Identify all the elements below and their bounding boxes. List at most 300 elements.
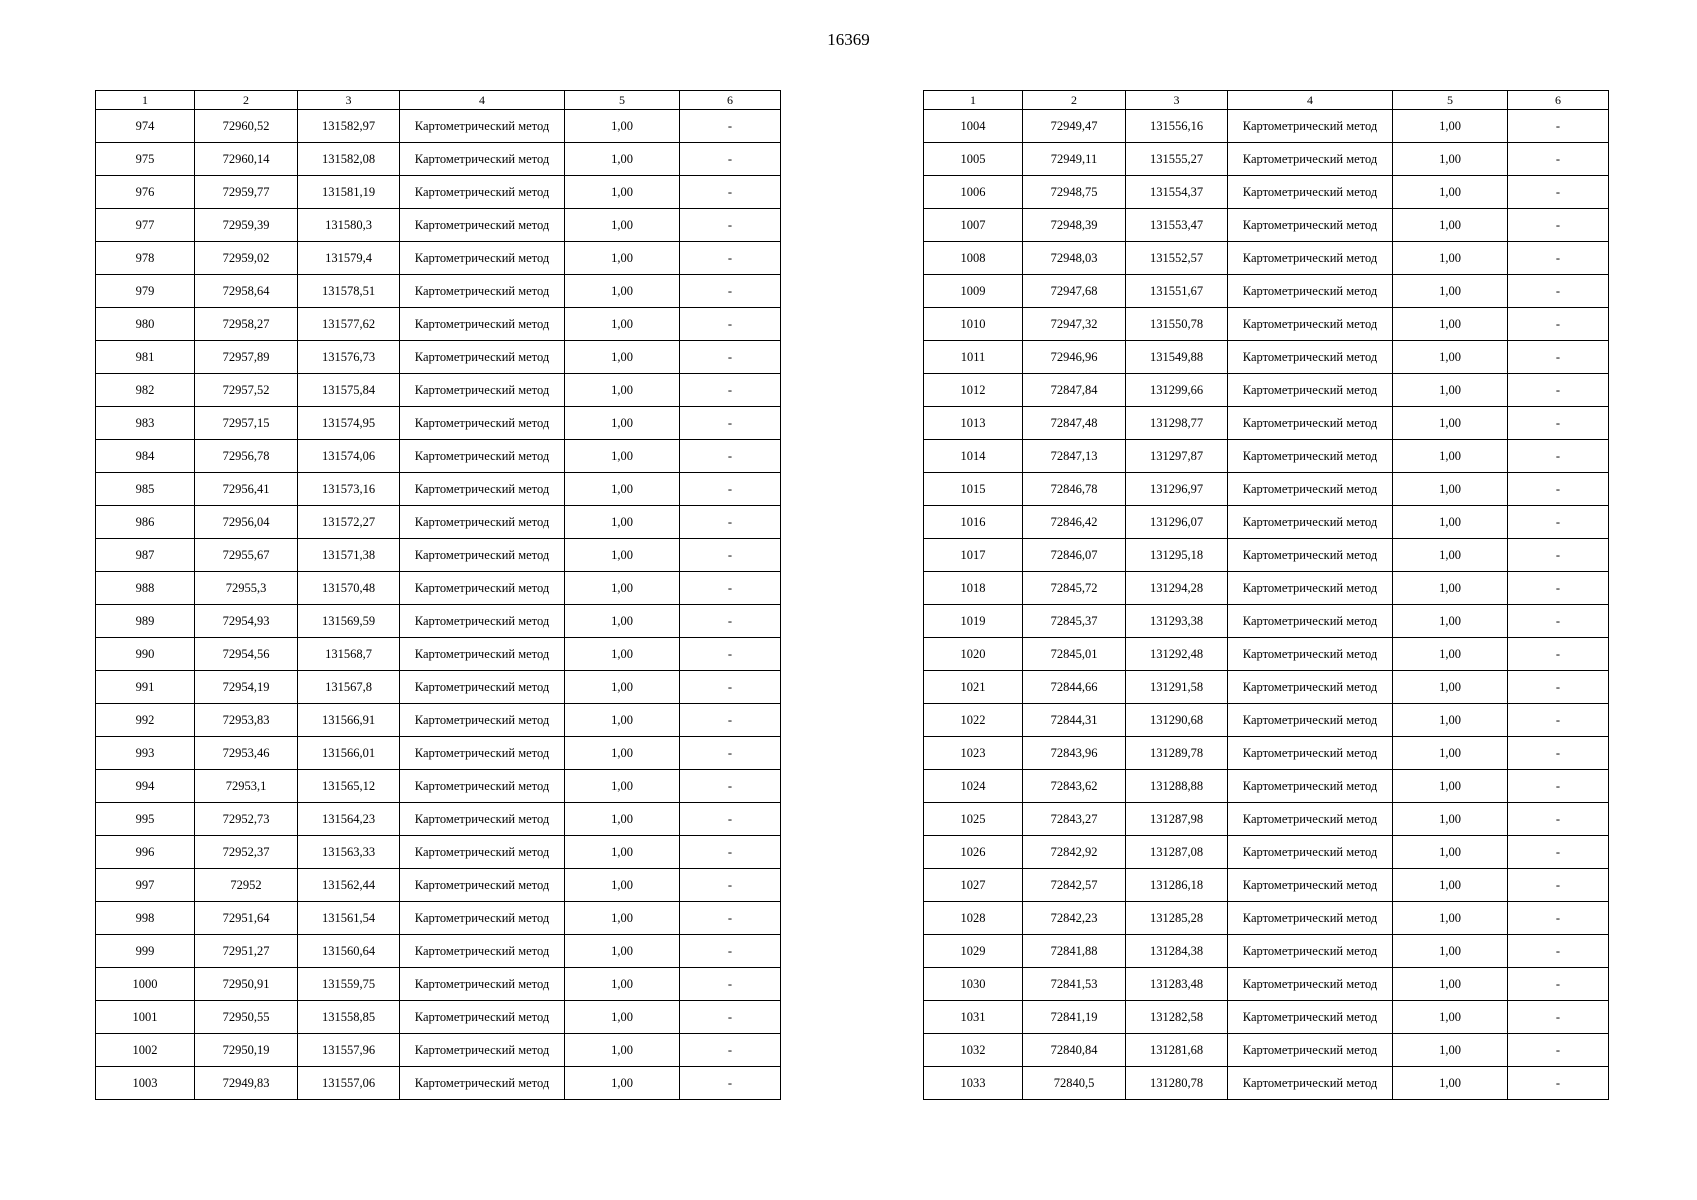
note-cell: - <box>1508 572 1609 605</box>
note-cell: - <box>1508 605 1609 638</box>
x-coordinate-cell: 72846,42 <box>1023 506 1126 539</box>
point-number-cell: 980 <box>96 308 195 341</box>
method-cell: Картометрический метод <box>400 605 565 638</box>
x-coordinate-cell: 72954,19 <box>195 671 298 704</box>
table-header-row <box>924 91 1609 110</box>
note-cell: - <box>680 176 781 209</box>
x-coordinate-cell: 72948,75 <box>1023 176 1126 209</box>
x-coordinate-cell: 72844,31 <box>1023 704 1126 737</box>
method-cell: Картометрический метод <box>400 341 565 374</box>
table-row <box>924 935 1609 968</box>
method-cell: Картометрический метод <box>1228 440 1393 473</box>
point-number-cell: 1012 <box>924 374 1023 407</box>
note-cell: - <box>1508 473 1609 506</box>
method-cell: Картометрический метод <box>1228 968 1393 1001</box>
header-cell-4: 4 <box>1228 91 1393 110</box>
note-cell: - <box>680 374 781 407</box>
point-number-cell: 975 <box>96 143 195 176</box>
y-coordinate-cell: 131582,08 <box>298 143 400 176</box>
note-cell: - <box>1508 308 1609 341</box>
header-cell-5: 5 <box>565 91 680 110</box>
y-coordinate-cell: 131551,67 <box>1126 275 1228 308</box>
y-coordinate-cell: 131564,23 <box>298 803 400 836</box>
header-cell-4: 4 <box>400 91 565 110</box>
table-row <box>924 176 1609 209</box>
point-number-cell: 1003 <box>96 1067 195 1100</box>
accuracy-cell: 1,00 <box>1393 869 1508 902</box>
method-cell: Картометрический метод <box>1228 341 1393 374</box>
header-cell-1: 1 <box>96 91 195 110</box>
method-cell: Картометрический метод <box>400 242 565 275</box>
note-cell: - <box>1508 242 1609 275</box>
y-coordinate-cell: 131290,68 <box>1126 704 1228 737</box>
y-coordinate-cell: 131572,27 <box>298 506 400 539</box>
note-cell: - <box>680 275 781 308</box>
point-number-cell: 1033 <box>924 1067 1023 1100</box>
method-cell: Картометрический метод <box>1228 869 1393 902</box>
method-cell: Картометрический метод <box>1228 704 1393 737</box>
y-coordinate-cell: 131281,68 <box>1126 1034 1228 1067</box>
note-cell: - <box>680 803 781 836</box>
note-cell: - <box>680 671 781 704</box>
y-coordinate-cell: 131567,8 <box>298 671 400 704</box>
point-number-cell: 1028 <box>924 902 1023 935</box>
accuracy-cell: 1,00 <box>1393 473 1508 506</box>
point-number-cell: 1000 <box>96 968 195 1001</box>
table-row <box>96 242 781 275</box>
method-cell: Картометрический метод <box>400 143 565 176</box>
method-cell: Картометрический метод <box>1228 836 1393 869</box>
x-coordinate-cell: 72956,78 <box>195 440 298 473</box>
note-cell: - <box>1508 1034 1609 1067</box>
note-cell: - <box>1508 671 1609 704</box>
note-cell: - <box>680 209 781 242</box>
note-cell: - <box>1508 341 1609 374</box>
note-cell: - <box>680 869 781 902</box>
x-coordinate-cell: 72950,55 <box>195 1001 298 1034</box>
method-cell: Картометрический метод <box>400 308 565 341</box>
y-coordinate-cell: 131549,88 <box>1126 341 1228 374</box>
y-coordinate-cell: 131578,51 <box>298 275 400 308</box>
x-coordinate-cell: 72946,96 <box>1023 341 1126 374</box>
x-coordinate-cell: 72947,32 <box>1023 308 1126 341</box>
y-coordinate-cell: 131291,58 <box>1126 671 1228 704</box>
method-cell: Картометрический метод <box>400 407 565 440</box>
table-row <box>924 671 1609 704</box>
y-coordinate-cell: 131287,98 <box>1126 803 1228 836</box>
accuracy-cell: 1,00 <box>1393 341 1508 374</box>
accuracy-cell: 1,00 <box>1393 935 1508 968</box>
method-cell: Картометрический метод <box>1228 1067 1393 1100</box>
note-cell: - <box>1508 407 1609 440</box>
point-number-cell: 1031 <box>924 1001 1023 1034</box>
accuracy-cell: 1,00 <box>565 275 680 308</box>
note-cell: - <box>1508 935 1609 968</box>
table-row <box>924 836 1609 869</box>
point-number-cell: 992 <box>96 704 195 737</box>
accuracy-cell: 1,00 <box>1393 902 1508 935</box>
point-number-cell: 1017 <box>924 539 1023 572</box>
x-coordinate-cell: 72842,57 <box>1023 869 1126 902</box>
table-row <box>924 704 1609 737</box>
point-number-cell: 979 <box>96 275 195 308</box>
accuracy-cell: 1,00 <box>1393 275 1508 308</box>
note-cell: - <box>680 407 781 440</box>
note-cell: - <box>680 473 781 506</box>
table-row <box>96 935 781 968</box>
point-number-cell: 1024 <box>924 770 1023 803</box>
table-row <box>96 374 781 407</box>
point-number-cell: 983 <box>96 407 195 440</box>
note-cell: - <box>1508 1001 1609 1034</box>
table-row <box>924 902 1609 935</box>
accuracy-cell: 1,00 <box>565 1034 680 1067</box>
point-number-cell: 1013 <box>924 407 1023 440</box>
x-coordinate-cell: 72956,41 <box>195 473 298 506</box>
point-number-cell: 978 <box>96 242 195 275</box>
point-number-cell: 977 <box>96 209 195 242</box>
note-cell: - <box>680 242 781 275</box>
x-coordinate-cell: 72952,73 <box>195 803 298 836</box>
point-number-cell: 1030 <box>924 968 1023 1001</box>
x-coordinate-cell: 72846,07 <box>1023 539 1126 572</box>
y-coordinate-cell: 131555,27 <box>1126 143 1228 176</box>
x-coordinate-cell: 72847,48 <box>1023 407 1126 440</box>
note-cell: - <box>680 539 781 572</box>
table-row <box>96 671 781 704</box>
note-cell: - <box>1508 275 1609 308</box>
table-row <box>924 638 1609 671</box>
y-coordinate-cell: 131571,38 <box>298 539 400 572</box>
method-cell: Картометрический метод <box>1228 671 1393 704</box>
table-row <box>924 869 1609 902</box>
method-cell: Картометрический метод <box>400 968 565 1001</box>
method-cell: Картометрический метод <box>400 803 565 836</box>
table-row <box>924 275 1609 308</box>
table-row <box>96 704 781 737</box>
table-row <box>924 407 1609 440</box>
method-cell: Картометрический метод <box>1228 803 1393 836</box>
accuracy-cell: 1,00 <box>565 506 680 539</box>
method-cell: Картометрический метод <box>400 1067 565 1100</box>
x-coordinate-cell: 72841,19 <box>1023 1001 1126 1034</box>
table-row <box>924 110 1609 143</box>
point-number-cell: 1010 <box>924 308 1023 341</box>
y-coordinate-cell: 131557,06 <box>298 1067 400 1100</box>
x-coordinate-cell: 72952 <box>195 869 298 902</box>
accuracy-cell: 1,00 <box>565 374 680 407</box>
y-coordinate-cell: 131568,7 <box>298 638 400 671</box>
x-coordinate-cell: 72958,64 <box>195 275 298 308</box>
x-coordinate-cell: 72953,83 <box>195 704 298 737</box>
table-row <box>96 638 781 671</box>
accuracy-cell: 1,00 <box>565 110 680 143</box>
point-number-cell: 1001 <box>96 1001 195 1034</box>
x-coordinate-cell: 72957,52 <box>195 374 298 407</box>
method-cell: Картометрический метод <box>1228 902 1393 935</box>
x-coordinate-cell: 72951,27 <box>195 935 298 968</box>
note-cell: - <box>680 572 781 605</box>
note-cell: - <box>680 1067 781 1100</box>
x-coordinate-cell: 72841,53 <box>1023 968 1126 1001</box>
point-number-cell: 1026 <box>924 836 1023 869</box>
x-coordinate-cell: 72847,13 <box>1023 440 1126 473</box>
note-cell: - <box>680 143 781 176</box>
accuracy-cell: 1,00 <box>1393 572 1508 605</box>
y-coordinate-cell: 131556,16 <box>1126 110 1228 143</box>
note-cell: - <box>680 770 781 803</box>
method-cell: Картометрический метод <box>400 110 565 143</box>
x-coordinate-cell: 72957,89 <box>195 341 298 374</box>
table-row <box>96 1001 781 1034</box>
point-number-cell: 1025 <box>924 803 1023 836</box>
table-row <box>96 968 781 1001</box>
note-cell: - <box>1508 704 1609 737</box>
x-coordinate-cell: 72954,56 <box>195 638 298 671</box>
accuracy-cell: 1,00 <box>1393 737 1508 770</box>
table-row <box>96 506 781 539</box>
table-row <box>924 308 1609 341</box>
accuracy-cell: 1,00 <box>1393 143 1508 176</box>
x-coordinate-cell: 72842,23 <box>1023 902 1126 935</box>
y-coordinate-cell: 131552,57 <box>1126 242 1228 275</box>
method-cell: Картометрический метод <box>400 506 565 539</box>
accuracy-cell: 1,00 <box>565 770 680 803</box>
y-coordinate-cell: 131559,75 <box>298 968 400 1001</box>
x-coordinate-cell: 72840,84 <box>1023 1034 1126 1067</box>
table-row <box>96 341 781 374</box>
table-row <box>96 440 781 473</box>
y-coordinate-cell: 131560,64 <box>298 935 400 968</box>
x-coordinate-cell: 72952,37 <box>195 836 298 869</box>
point-number-cell: 989 <box>96 605 195 638</box>
y-coordinate-cell: 131558,85 <box>298 1001 400 1034</box>
accuracy-cell: 1,00 <box>1393 1034 1508 1067</box>
point-number-cell: 1015 <box>924 473 1023 506</box>
accuracy-cell: 1,00 <box>565 803 680 836</box>
table-row <box>924 473 1609 506</box>
table-row <box>96 869 781 902</box>
method-cell: Картометрический метод <box>400 935 565 968</box>
point-number-cell: 987 <box>96 539 195 572</box>
y-coordinate-cell: 131580,3 <box>298 209 400 242</box>
accuracy-cell: 1,00 <box>1393 506 1508 539</box>
point-number-cell: 990 <box>96 638 195 671</box>
method-cell: Картометрический метод <box>400 902 565 935</box>
note-cell: - <box>680 605 781 638</box>
method-cell: Картометрический метод <box>1228 473 1393 506</box>
note-cell: - <box>1508 968 1609 1001</box>
method-cell: Картометрический метод <box>400 176 565 209</box>
table-row <box>96 737 781 770</box>
accuracy-cell: 1,00 <box>565 1067 680 1100</box>
x-coordinate-cell: 72842,92 <box>1023 836 1126 869</box>
x-coordinate-cell: 72960,52 <box>195 110 298 143</box>
y-coordinate-cell: 131577,62 <box>298 308 400 341</box>
table-row <box>924 737 1609 770</box>
table-row <box>96 209 781 242</box>
method-cell: Картометрический метод <box>400 704 565 737</box>
accuracy-cell: 1,00 <box>1393 374 1508 407</box>
x-coordinate-cell: 72954,93 <box>195 605 298 638</box>
accuracy-cell: 1,00 <box>565 968 680 1001</box>
accuracy-cell: 1,00 <box>1393 1001 1508 1034</box>
point-number-cell: 984 <box>96 440 195 473</box>
y-coordinate-cell: 131579,4 <box>298 242 400 275</box>
y-coordinate-cell: 131554,37 <box>1126 176 1228 209</box>
header-cell-2: 2 <box>1023 91 1126 110</box>
x-coordinate-cell: 72843,27 <box>1023 803 1126 836</box>
point-number-cell: 1021 <box>924 671 1023 704</box>
table-row <box>924 1001 1609 1034</box>
method-cell: Картометрический метод <box>400 737 565 770</box>
method-cell: Картометрический метод <box>1228 737 1393 770</box>
y-coordinate-cell: 131561,54 <box>298 902 400 935</box>
accuracy-cell: 1,00 <box>565 671 680 704</box>
accuracy-cell: 1,00 <box>565 473 680 506</box>
point-number-cell: 1018 <box>924 572 1023 605</box>
y-coordinate-cell: 131581,19 <box>298 176 400 209</box>
x-coordinate-cell: 72949,83 <box>195 1067 298 1100</box>
method-cell: Картометрический метод <box>400 374 565 407</box>
table-row <box>96 308 781 341</box>
method-cell: Картометрический метод <box>400 638 565 671</box>
accuracy-cell: 1,00 <box>1393 803 1508 836</box>
table-row <box>96 473 781 506</box>
note-cell: - <box>680 308 781 341</box>
method-cell: Картометрический метод <box>1228 539 1393 572</box>
note-cell: - <box>1508 737 1609 770</box>
x-coordinate-cell: 72956,04 <box>195 506 298 539</box>
accuracy-cell: 1,00 <box>565 935 680 968</box>
table-row <box>96 1067 781 1100</box>
method-cell: Картометрический метод <box>1228 308 1393 341</box>
method-cell: Картометрический метод <box>1228 209 1393 242</box>
table-row <box>924 968 1609 1001</box>
note-cell: - <box>1508 374 1609 407</box>
x-coordinate-cell: 72948,03 <box>1023 242 1126 275</box>
header-cell-3: 3 <box>1126 91 1228 110</box>
accuracy-cell: 1,00 <box>565 638 680 671</box>
accuracy-cell: 1,00 <box>565 176 680 209</box>
y-coordinate-cell: 131296,97 <box>1126 473 1228 506</box>
y-coordinate-cell: 131283,48 <box>1126 968 1228 1001</box>
x-coordinate-cell: 72958,27 <box>195 308 298 341</box>
point-number-cell: 1011 <box>924 341 1023 374</box>
point-number-cell: 999 <box>96 935 195 968</box>
table-row <box>96 176 781 209</box>
x-coordinate-cell: 72846,78 <box>1023 473 1126 506</box>
accuracy-cell: 1,00 <box>1393 110 1508 143</box>
y-coordinate-cell: 131280,78 <box>1126 1067 1228 1100</box>
table-row <box>924 242 1609 275</box>
accuracy-cell: 1,00 <box>1393 704 1508 737</box>
y-coordinate-cell: 131288,88 <box>1126 770 1228 803</box>
point-number-cell: 1004 <box>924 110 1023 143</box>
method-cell: Картометрический метод <box>400 869 565 902</box>
accuracy-cell: 1,00 <box>1393 209 1508 242</box>
table-row <box>924 770 1609 803</box>
accuracy-cell: 1,00 <box>565 407 680 440</box>
point-number-cell: 1007 <box>924 209 1023 242</box>
y-coordinate-cell: 131582,97 <box>298 110 400 143</box>
table-row <box>96 143 781 176</box>
note-cell: - <box>1508 803 1609 836</box>
page-number: 16369 <box>827 30 870 49</box>
table-row <box>96 572 781 605</box>
y-coordinate-cell: 131292,48 <box>1126 638 1228 671</box>
point-number-cell: 982 <box>96 374 195 407</box>
table-row <box>96 902 781 935</box>
x-coordinate-cell: 72953,1 <box>195 770 298 803</box>
accuracy-cell: 1,00 <box>1393 605 1508 638</box>
point-number-cell: 1008 <box>924 242 1023 275</box>
note-cell: - <box>1508 176 1609 209</box>
header-cell-1: 1 <box>924 91 1023 110</box>
y-coordinate-cell: 131566,01 <box>298 737 400 770</box>
table-row <box>924 209 1609 242</box>
accuracy-cell: 1,00 <box>1393 407 1508 440</box>
x-coordinate-cell: 72845,72 <box>1023 572 1126 605</box>
note-cell: - <box>680 836 781 869</box>
y-coordinate-cell: 131282,58 <box>1126 1001 1228 1034</box>
note-cell: - <box>680 341 781 374</box>
accuracy-cell: 1,00 <box>565 572 680 605</box>
x-coordinate-cell: 72957,15 <box>195 407 298 440</box>
note-cell: - <box>680 704 781 737</box>
method-cell: Картометрический метод <box>1228 374 1393 407</box>
point-number-cell: 1027 <box>924 869 1023 902</box>
y-coordinate-cell: 131563,33 <box>298 836 400 869</box>
x-coordinate-cell: 72844,66 <box>1023 671 1126 704</box>
method-cell: Картометрический метод <box>400 473 565 506</box>
y-coordinate-cell: 131550,78 <box>1126 308 1228 341</box>
point-number-cell: 1023 <box>924 737 1023 770</box>
header-cell-6: 6 <box>1508 91 1609 110</box>
y-coordinate-cell: 131294,28 <box>1126 572 1228 605</box>
point-number-cell: 994 <box>96 770 195 803</box>
table-row <box>96 110 781 143</box>
x-coordinate-cell: 72845,37 <box>1023 605 1126 638</box>
point-number-cell: 995 <box>96 803 195 836</box>
method-cell: Картометрический метод <box>400 1034 565 1067</box>
y-coordinate-cell: 131576,73 <box>298 341 400 374</box>
method-cell: Картометрический метод <box>400 836 565 869</box>
note-cell: - <box>680 737 781 770</box>
table-row <box>924 803 1609 836</box>
note-cell: - <box>680 638 781 671</box>
y-coordinate-cell: 131570,48 <box>298 572 400 605</box>
accuracy-cell: 1,00 <box>565 539 680 572</box>
table-row <box>924 1034 1609 1067</box>
x-coordinate-cell: 72841,88 <box>1023 935 1126 968</box>
method-cell: Картометрический метод <box>1228 605 1393 638</box>
y-coordinate-cell: 131557,96 <box>298 1034 400 1067</box>
x-coordinate-cell: 72959,02 <box>195 242 298 275</box>
table-row <box>924 539 1609 572</box>
table-row <box>96 539 781 572</box>
accuracy-cell: 1,00 <box>565 341 680 374</box>
accuracy-cell: 1,00 <box>565 308 680 341</box>
header-cell-2: 2 <box>195 91 298 110</box>
table-row <box>96 275 781 308</box>
method-cell: Картометрический метод <box>400 209 565 242</box>
note-cell: - <box>1508 869 1609 902</box>
table-row <box>96 407 781 440</box>
accuracy-cell: 1,00 <box>565 737 680 770</box>
y-coordinate-cell: 131299,66 <box>1126 374 1228 407</box>
table-row <box>924 341 1609 374</box>
